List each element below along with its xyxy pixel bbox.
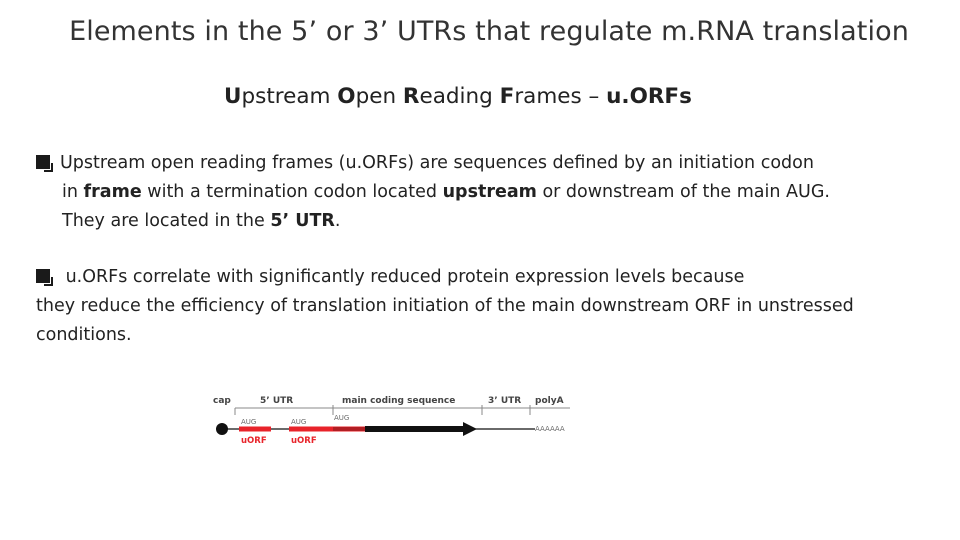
- bullet-text: .: [334, 211, 341, 231]
- subtitle-part: R: [402, 84, 420, 109]
- subtitle-part: pstream: [241, 84, 338, 109]
- bullet-line: [36, 149, 936, 178]
- main-orf-arrowhead: [463, 422, 477, 436]
- bullet-text: with a termination codon located: [141, 182, 443, 202]
- codon-label-3: AUG: [334, 414, 350, 422]
- uorf-label-2: uORF: [291, 436, 317, 446]
- bullet-text: in: [62, 182, 84, 202]
- bullet-text: u.ORFs correlate with significantly reduced protein expression levels because: [60, 267, 745, 287]
- polya-label: polyA: [535, 396, 564, 406]
- slide-title: Elements in the 5’ or 3’ UTRs that regulate m.RNA translation: [69, 16, 909, 47]
- utr3-label: 3’ UTR: [488, 396, 522, 406]
- uorf-mrna-diagram: [205, 383, 585, 453]
- uorf-segment-1: [239, 427, 271, 432]
- subtitle-part: rames –: [514, 84, 607, 109]
- main-orf-bar: [365, 426, 465, 432]
- subtitle-part: eading: [419, 84, 500, 109]
- bullet-text: they reduce the efficiency of translation initiation of the main downstream ORF in unstressed: [36, 296, 854, 316]
- slide-subtitle: [224, 84, 692, 109]
- subtitle-part: u.ORFs: [606, 84, 692, 109]
- bullet-uorf-definition: [36, 149, 936, 236]
- bullet-line: [36, 207, 936, 236]
- bullet-line: [36, 178, 936, 207]
- subtitle-part: O: [337, 84, 356, 109]
- bullet-text: upstream: [442, 182, 537, 202]
- subtitle-part: pen: [355, 84, 403, 109]
- cap-dot: [216, 423, 228, 435]
- subtitle-part: F: [499, 84, 515, 109]
- bullet-text: conditions.: [36, 325, 132, 345]
- bullet-line: [36, 263, 956, 292]
- bullet-text: or downstream of the main AUG.: [536, 182, 830, 202]
- uorf-segment-2: [289, 427, 333, 432]
- bullet-checkbox-icon: [36, 269, 50, 283]
- bullet-uorf-effect: [36, 263, 956, 350]
- bullet-line: [36, 321, 956, 350]
- codon-label-2: AUG: [291, 418, 307, 426]
- cap-label: cap: [213, 396, 231, 406]
- subtitle-part: U: [224, 84, 242, 109]
- bullet-text: They are located in the: [62, 211, 271, 231]
- polya-tail: AAAAAA: [535, 425, 565, 433]
- bullet-line: [36, 292, 956, 321]
- cds-label: main coding sequence: [342, 396, 456, 406]
- uorf-label-1: uORF: [241, 436, 267, 446]
- utr5-label: 5’ UTR: [260, 396, 294, 406]
- bullet-checkbox-icon: [36, 155, 50, 169]
- codon-label-1: AUG: [241, 418, 257, 426]
- bullet-text: 5’ UTR: [270, 211, 335, 231]
- bullet-text: Upstream open reading frames (u.ORFs) are sequences defined by an initiation codon: [60, 153, 814, 173]
- main-orf-start: [333, 427, 367, 431]
- bullet-text: frame: [83, 182, 142, 202]
